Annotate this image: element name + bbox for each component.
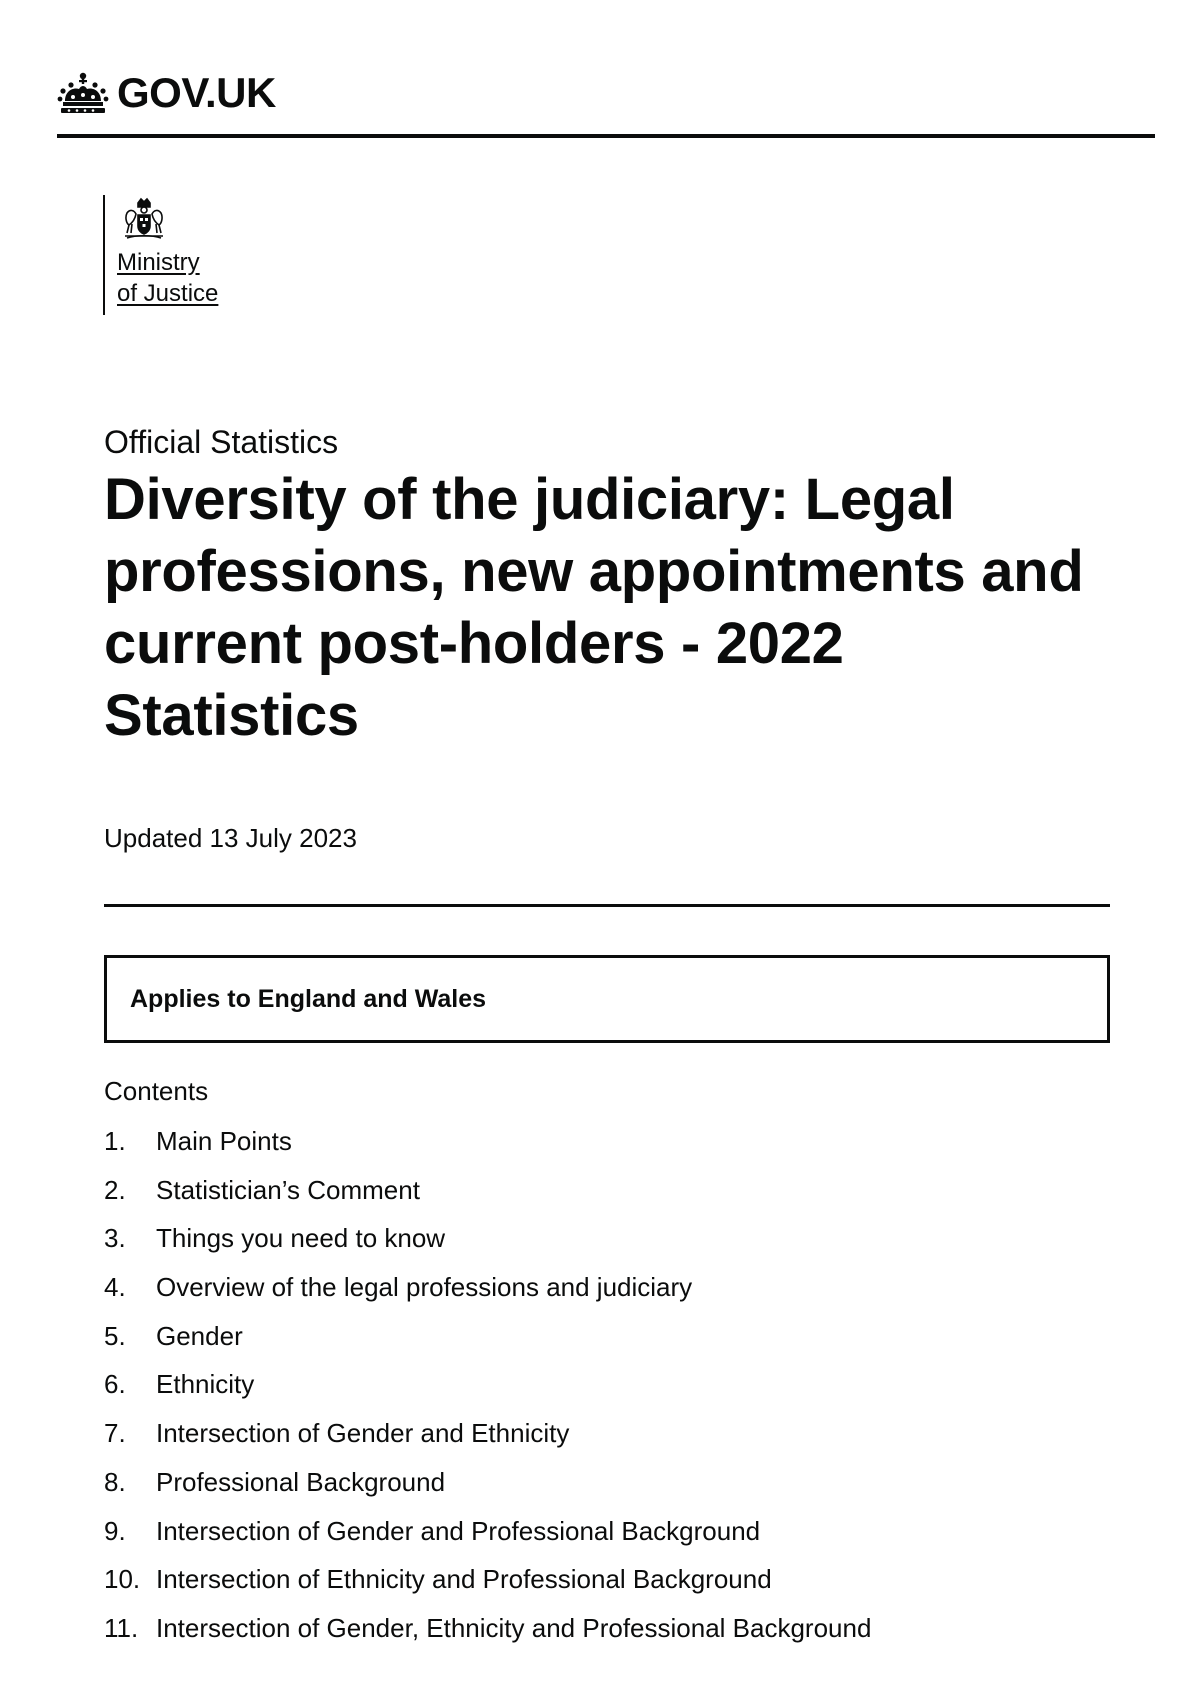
- contents-link-gender-ethnicity-professional-background[interactable]: Intersection of Gender, Ethnicity and Professional Background: [156, 1612, 872, 1643]
- org-name-line2: of Justice: [117, 280, 219, 307]
- contents-item: [104, 1563, 1104, 1612]
- page-title: Diversity of the judiciary: Legal professions, new appointments and current post-holders - 2022 Statistics: [104, 467, 1084, 748]
- contents-link-overview[interactable]: Overview of the legal professions and judiciary: [156, 1272, 693, 1303]
- contents-item-number: 7.: [104, 1418, 126, 1449]
- contents-link-ethnicity-professional-background[interactable]: Intersection of Ethnicity and Professional Background: [156, 1564, 772, 1595]
- contents-link-main-points[interactable]: Main Points: [156, 1126, 292, 1156]
- contents-item-number: 3.: [104, 1223, 126, 1254]
- org-name-line1: Ministry: [117, 249, 200, 276]
- contents-heading: Contents: [104, 1076, 209, 1106]
- applies-to-box: [104, 955, 1110, 1043]
- contents-item-number: 1.: [104, 1126, 126, 1156]
- contents-item: [104, 1612, 1104, 1661]
- contents-item-number: 4.: [104, 1272, 126, 1303]
- contents-item-number: 2.: [104, 1174, 126, 1205]
- contents-item: [104, 1271, 1104, 1320]
- contents-link-gender[interactable]: Gender: [156, 1320, 243, 1351]
- contents-item-number: 9.: [104, 1515, 126, 1546]
- crown-icon: [57, 71, 109, 115]
- contents-item: [104, 1515, 1104, 1564]
- section-divider: [104, 904, 1110, 907]
- contents-item-number: 11.: [104, 1612, 139, 1643]
- contents-link-things-you-need-to-know[interactable]: Things you need to know: [156, 1223, 446, 1254]
- applies-to-text: Applies to England and Wales: [130, 984, 487, 1013]
- contents-item-number: 10.: [104, 1564, 141, 1595]
- updated-date: Updated 13 July 2023: [104, 823, 357, 853]
- contents-item: [104, 1320, 1104, 1369]
- govuk-home-link[interactable]: [57, 62, 1155, 124]
- contents-item: [104, 1417, 1104, 1466]
- contents-link-statisticians-comment[interactable]: Statistician’s Comment: [156, 1174, 420, 1205]
- contents-link-professional-background[interactable]: Professional Background: [156, 1466, 446, 1497]
- contents-item: [104, 1125, 1104, 1174]
- contents-item: [104, 1368, 1104, 1417]
- govuk-header: [57, 62, 1155, 138]
- document-header: [104, 422, 1114, 752]
- contents-item-number: 5.: [104, 1320, 126, 1351]
- contents-item: [104, 1174, 1104, 1223]
- document-type: Official Statistics: [104, 424, 339, 460]
- contents-link-ethnicity[interactable]: Ethnicity: [156, 1369, 255, 1400]
- contents-link-gender-professional-background[interactable]: Intersection of Gender and Professional Background: [156, 1515, 761, 1546]
- contents-item: [104, 1466, 1104, 1515]
- ministry-of-justice-logo[interactable]: [103, 195, 218, 315]
- contents-link-gender-ethnicity[interactable]: Intersection of Gender and Ethnicity: [156, 1418, 570, 1449]
- contents-item: [104, 1222, 1104, 1271]
- contents-item-number: 6.: [104, 1369, 126, 1400]
- coat-of-arms-icon: [121, 195, 167, 241]
- govuk-wordmark: GOV.UK: [117, 69, 276, 116]
- contents-item-number: 8.: [104, 1466, 126, 1497]
- contents-list: [104, 1125, 1104, 1661]
